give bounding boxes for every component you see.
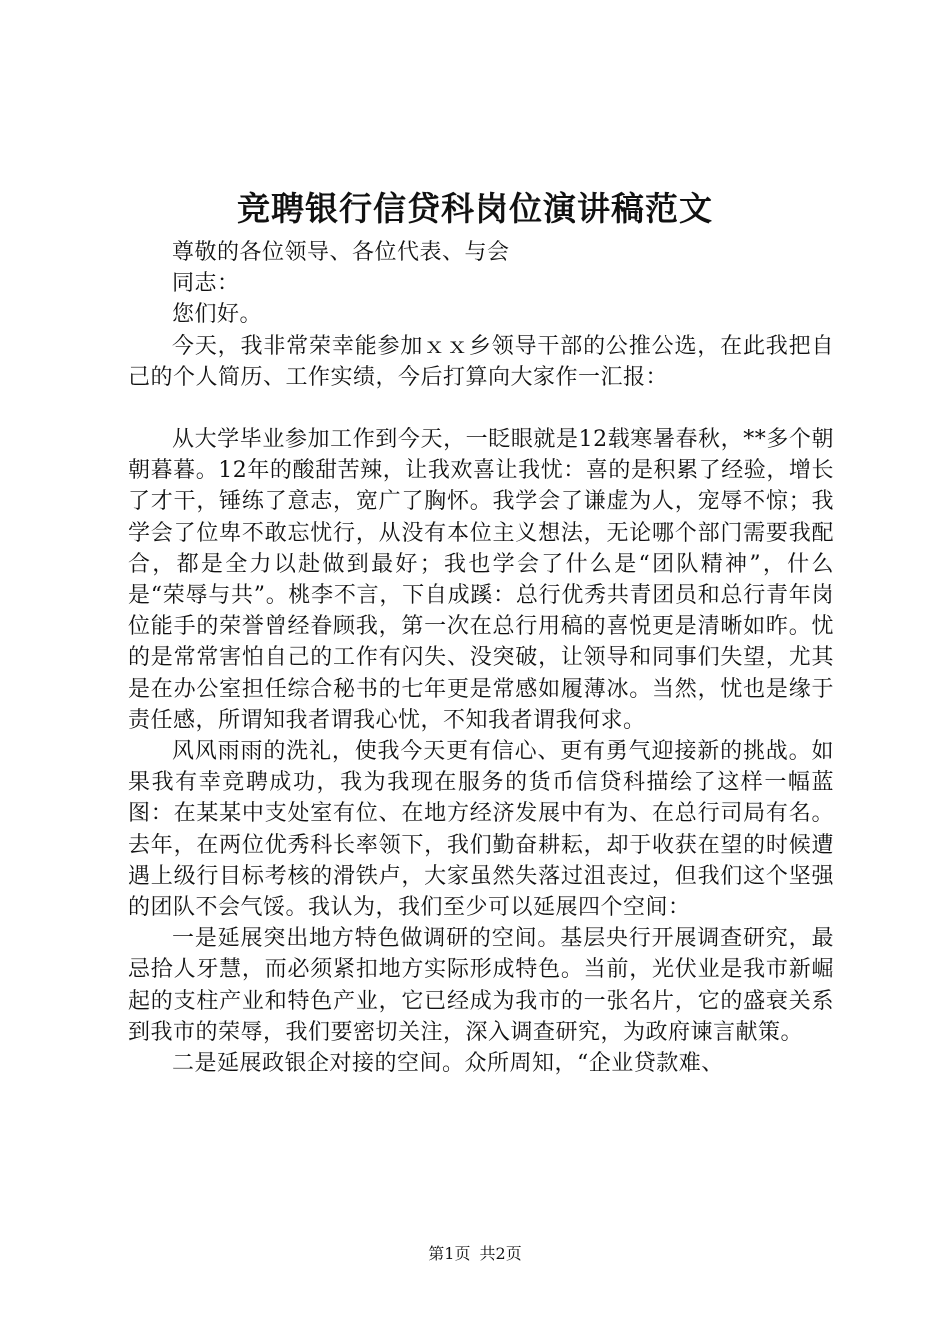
page-total: 共2页 — [479, 1244, 522, 1263]
paragraph-comrades: 同志： — [172, 271, 240, 297]
paragraph-greeting: 尊敬的各位领导、各位代表、与会 — [172, 240, 510, 265]
paragraph-intro: 今天，我非常荣幸能参加ｘｘ乡领导干部的公推公选，在此我把自己的个人简历、工作实绩，今后打算向大家作一汇报： — [128, 333, 834, 390]
paragraph-career: 从大学毕业参加工作到今天，一眨眼就是12载寒暑春秋，**多个朝朝暮暮。12年的酸甜苦辣，让我欢喜让我忧：喜的是积累了经验，增长了才干，锤练了意志，宽广了胸怀。我学会了谦虚为人，宠辱不惊；我学会了位卑不敢忘忧行，从没有本位主义想法，无论哪个部门需要我配合，都是全力以赴做到最好；我也学会了什么是“团队精神”，什么是“荣辱与共”。桃李不言，下自成蹊：总行优秀共青团员和总行青年岗位能手的荣誉曾经眷顾我，第一次在总行用稿的喜悦更是清晰如昨。忧的是常常害怕自己的工作有闪失、没突破，让领导和同事们失望，尤其是在办公室担任综合秘书的七年更是常感如履薄冰。当然，忧也是缘于责任感，所谓知我者谓我心忧，不知我者谓我何求。 — [128, 427, 834, 733]
document-body — [128, 237, 834, 1079]
paragraph-blueprint: 风风雨雨的洗礼，使我今天更有信心、更有勇气迎接新的挑战。如果我有幸竞聘成功，我为我现在服务的货币信贷科描绘了这样一幅蓝图：在某某中支处室有位、在地方经济发展中有为、在总行司局有名。去年，在两位优秀科长率领下，我们勤奋耕耘，却于收获在望的时候遭遇上级行目标考核的滑铁卢，大家虽然失落过沮丧过，但我们这个坚强的团队不会气馁。我认为，我们至少可以延展四个空间： — [128, 739, 834, 921]
page-footer — [0, 1243, 950, 1265]
page-number: 第1页 — [428, 1244, 471, 1263]
document-title: 竞聘银行信贷科岗位演讲稿范文 — [237, 189, 713, 228]
paragraph-point-one: 一是延展突出地方特色做调研的空间。基层央行开展调查研究，最忌拾人牙慧，而必须紧扣地方实际形成特色。当前，光伏业是我市新崛起的支柱产业和特色产业，它已经成为我市的一张名片，它的盛衰关系到我市的荣辱，我们要密切关注，深入调查研究，为政府谏言献策。 — [128, 926, 834, 1045]
paragraph-hello: 您们好。 — [172, 302, 263, 328]
paragraph-point-two: 二是延展政银企对接的空间。众所周知，“企业贷款难、 — [172, 1051, 724, 1077]
